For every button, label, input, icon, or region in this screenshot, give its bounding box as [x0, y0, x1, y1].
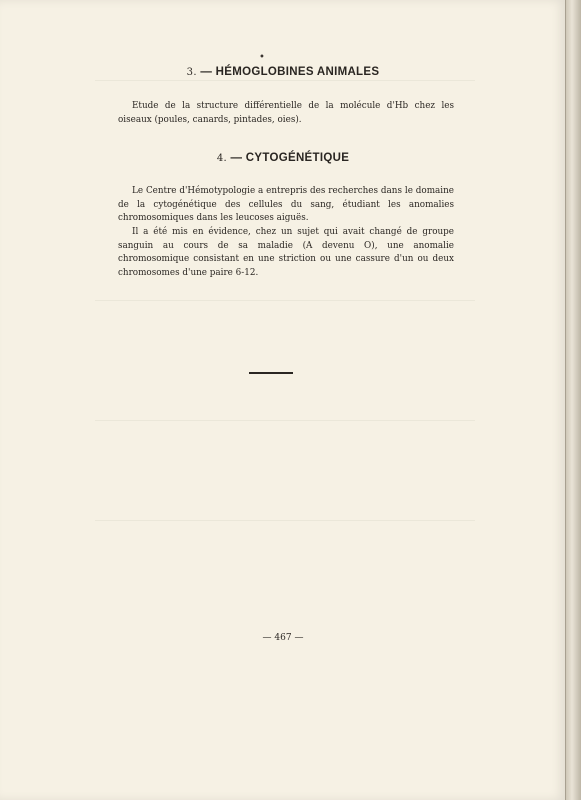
page-edge — [565, 0, 581, 800]
section-4-paragraph-2: Il a été mis en évidence, chez un sujet qui avait changé de groupe sanguin au cours de sa maladie (A devenu O), une anomalie chromosomique consistant en une striction ou une cassure d'un ou deux chromosomes d'une paire 6-12. — [118, 227, 454, 278]
section-3-heading — [0, 66, 566, 78]
page-mark: • — [259, 52, 265, 63]
section-4-number: 4. — [216, 153, 227, 164]
section-3-dash: — — [200, 66, 213, 78]
section-4-dash: — — [230, 152, 243, 164]
section-divider-rule — [249, 372, 293, 374]
section-3-paragraph: Etude de la structure différentielle de la molécule d'Hb chez les oiseaux (poules, canards, pintades, oies). — [118, 101, 454, 125]
section-3-number: 3. — [186, 67, 197, 78]
section-3-title: HÉMOGLOBINES ANIMALES — [215, 66, 380, 78]
section-4-title: CYTOGÉNÉTIQUE — [245, 152, 350, 164]
section-4-paragraph-1: Le Centre d'Hémotypologie a entrepris des recherches dans le domaine de la cytogénétique des cellules du sang, étudiant les anomalies chromosomiques dans les leucoses aiguës. — [118, 186, 454, 223]
page-number: — 467 — — [262, 633, 304, 643]
section-4-heading — [0, 152, 566, 164]
